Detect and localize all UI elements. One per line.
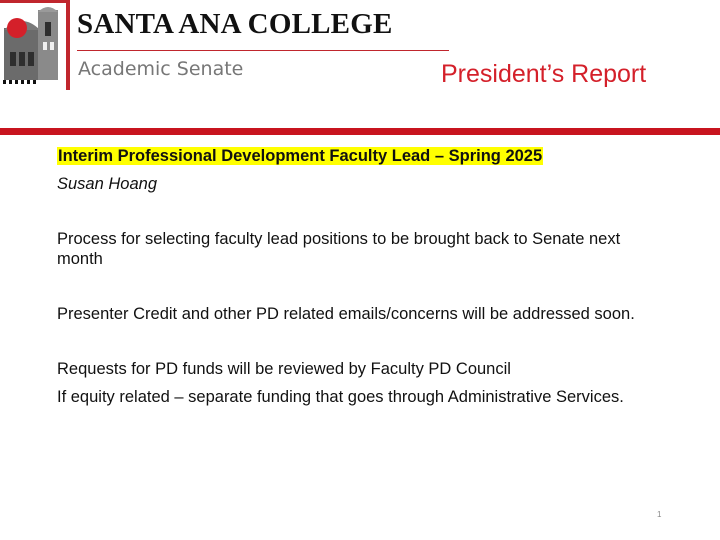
academic-senate-subtitle: Academic Senate [78, 58, 244, 80]
list-item: Requests for PD funds will be reviewed by Faculty PD Council [57, 360, 511, 378]
title-divider [77, 50, 449, 51]
list-item: Process for selecting faculty lead positions to be brought back to Senate next month [57, 230, 621, 268]
slide-content [57, 146, 667, 407]
presenter-name: Susan Hoang [57, 175, 157, 193]
list-item: Presenter Credit and other PD related emails/concerns will be addressed soon. [57, 305, 635, 323]
college-name: SANTA ANA COLLEGE [77, 8, 393, 40]
header-divider-bar [0, 128, 720, 135]
page-number: 1 [657, 510, 662, 519]
list-item: If equity related – separate funding that goes through Administrative Services. [57, 388, 624, 406]
santa-ana-college-logo [0, 0, 70, 90]
report-title: President’s Report [441, 60, 647, 88]
section-heading: Interim Professional Development Faculty Lead – Spring 2025 [58, 147, 543, 165]
